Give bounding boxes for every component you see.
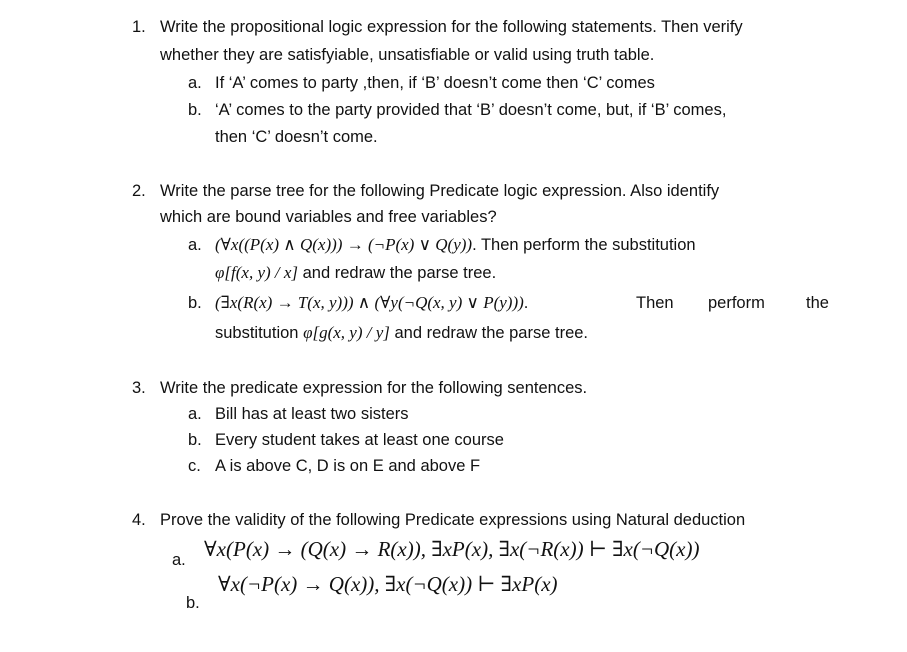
item-label: b. bbox=[188, 431, 202, 449]
item-label: a. bbox=[188, 74, 202, 92]
item-text-continuation: and redraw the parse tree. bbox=[389, 324, 589, 342]
question-text-line-1: Write the predicate expression for the following sentences. bbox=[160, 379, 588, 397]
question-text-line-2: whether they are satisfyiable, unsatisfiable or valid using truth table. bbox=[160, 46, 655, 64]
predicate-formula: ∀x(P(x) → (Q(x) → R(x)), ∃xP(x), ∃x(¬R(x)) ⊢ ∃x(¬Q(x)) bbox=[204, 537, 700, 561]
item-text: ‘A’ comes to the party provided that ‘B’ doesn’t come, but, if ‘B’ comes, bbox=[215, 101, 727, 119]
substitution-formula: φ[g(x, y) / y] bbox=[303, 323, 390, 342]
item-text-continuation: and redraw the parse tree. bbox=[298, 264, 497, 282]
item-text: . bbox=[523, 294, 529, 312]
item-line bbox=[215, 292, 528, 314]
item-text: A is above C, D is on E and above F bbox=[215, 457, 481, 475]
item-text-continuation: then ‘C’ doesn’t come. bbox=[215, 128, 378, 146]
item-label: a. bbox=[172, 551, 186, 569]
justified-word-perform: perform bbox=[708, 294, 765, 312]
question-number: 2. bbox=[132, 182, 146, 200]
item-text: Every student takes at least one course bbox=[215, 431, 504, 449]
item-text: . Then perform the substitution bbox=[472, 236, 696, 254]
substitution-formula: φ[f(x, y) / x] bbox=[215, 263, 299, 282]
predicate-formula: ∀x(¬P(x) → Q(x)), ∃x(¬Q(x)) ⊢ ∃xP(x) bbox=[218, 572, 558, 596]
question-number: 4. bbox=[132, 511, 146, 529]
predicate-formula: (∃x(R(x) → T(x, y))) ∧ (∀y(¬Q(x, y) ∨ P(y))) bbox=[215, 293, 524, 312]
item-text: Bill has at least two sisters bbox=[215, 405, 409, 423]
item-continuation-line bbox=[215, 322, 588, 344]
justified-word-then: Then bbox=[636, 294, 674, 312]
item-text: If ‘A’ comes to party ,then, if ‘B’ doesn’t come then ‘C’ comes bbox=[215, 74, 655, 92]
question-text-line-1: Prove the validity of the following Predicate expressions using Natural deduction bbox=[160, 511, 746, 529]
item-label: a. bbox=[188, 236, 202, 254]
question-text-line-1: Write the propositional logic expression for the following statements. Then verify bbox=[160, 18, 743, 36]
item-line bbox=[215, 234, 696, 256]
question-text-line-2: which are bound variables and free variables? bbox=[160, 208, 497, 226]
item-label: b. bbox=[188, 294, 202, 312]
justified-word-the: the bbox=[806, 294, 829, 312]
question-text-line-1: Write the parse tree for the following Predicate logic expression. Also identify bbox=[160, 182, 720, 200]
item-label: a. bbox=[188, 405, 202, 423]
item-continuation-line bbox=[215, 262, 496, 284]
item-label: c. bbox=[188, 457, 201, 475]
item-text-continuation-start: substitution bbox=[215, 324, 304, 342]
item-label: b. bbox=[188, 101, 202, 119]
predicate-formula: (∀x((P(x) ∧ Q(x))) → (¬P(x) ∨ Q(y)) bbox=[215, 235, 473, 254]
question-number: 3. bbox=[132, 379, 146, 397]
question-number: 1. bbox=[132, 18, 146, 36]
item-label: b. bbox=[186, 594, 200, 612]
